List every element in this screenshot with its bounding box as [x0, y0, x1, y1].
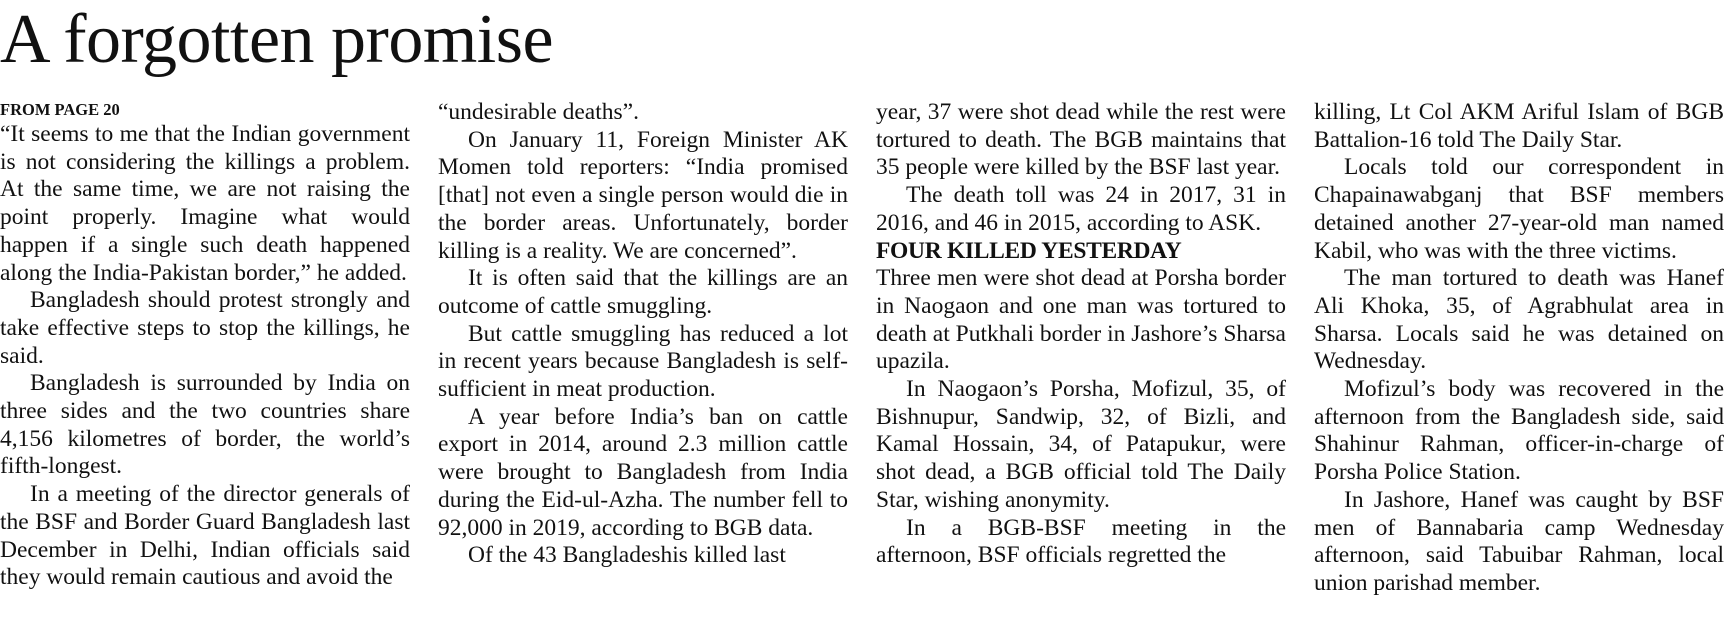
paragraph: Mofizul’s body was recovered in the afternoon from the Bangladesh side, said Shahinur Rahman, officer-in-charge of Porsha Police Station. [1314, 376, 1724, 486]
paragraph: The death toll was 24 in 2017, 31 in 2016, and 46 in 2015, according to ASK. [876, 182, 1286, 236]
paragraph: In a meeting of the director generals of the BSF and Border Guard Bangladesh last December in Delhi, Indian officials said they would remain cautious and avoid the [0, 481, 410, 591]
paragraph: A year before India’s ban on cattle export in 2014, around 2.3 million cattle were brought to Bangladesh from India during the Eid-ul-Azha. The number fell to 92,000 in 2019, according to BGB data. [438, 403, 848, 541]
paragraph: Of the 43 Bangladeshis killed last [468, 542, 786, 569]
paragraph: In Naogaon’s Porsha, Mofizul, 35, of Bishnupur, Sandwip, 32, of Bizli, and Kamal Hossain, 34, of Patapukur, were shot dead, a BGB official told The Daily Star, wishing anonymity. [876, 376, 1286, 513]
paragraph: Locals told our correspondent in Chapainawabganj that BSF members detained another 27-year-old man named Kabil, who was with the three victims. [1314, 154, 1724, 264]
paragraph: On January 11, Foreign Minister AK Momen told reporters: “India promised [that] not even a single person would die in the border areas. Unfortunately, border killing is a reality. We are concerned”. [438, 126, 848, 264]
paragraph: But cattle smuggling has reduced a lot in recent years because Bangladesh is self-sufficient in meat production. [438, 320, 848, 403]
paragraph: Bangladesh is surrounded by India on three sides and the two countries share 4,156 kilometres of border, the world’s fifth-longest. [0, 370, 410, 480]
article-column-3 [876, 99, 1286, 570]
paragraph: year, 37 were shot dead while the rest were tortured to death. The BGB maintains that 35 people were killed by the BSF last year. [876, 99, 1286, 181]
article-column-4 [1314, 99, 1724, 598]
paragraph: “undesirable deaths”. [438, 99, 639, 125]
article-column-2 [438, 99, 848, 570]
paragraph: The man tortured to death was Hanef Ali Khoka, 35, of Agrabhulat area in Sharsa. Locals said he was detained on Wednesday. [1314, 265, 1724, 375]
continuation-kicker: FROM PAGE 20 [0, 100, 120, 119]
headline: A forgotten promise [0, 1, 554, 78]
paragraph: In Jashore, Hanef was caught by BSF men of Bannabaria camp Wednesday afternoon, said Tabuibar Rahman, local union parishad member. [1314, 486, 1724, 596]
paragraph: Bangladesh should protest strongly and take effective steps to stop the killings, he said. [0, 287, 410, 369]
section-subhead: FOUR KILLED YESTERDAY [876, 237, 1182, 264]
article-column-1 [0, 99, 410, 592]
paragraph: killing, Lt Col AKM Ariful Islam of BGB Battalion-16 told The Daily Star. [1314, 99, 1724, 153]
paragraph: “It seems to me that the Indian government is not considering the killings a problem. At the same time, we are not raising the point properly. Imagine what would happen if a single such death happened along the India-Pakistan border,” he added. [0, 121, 410, 286]
paragraph: It is often said that the killings are an outcome of cattle smuggling. [438, 265, 848, 319]
paragraph: Three men were shot dead at Porsha border in Naogaon and one man was tortured to death at Putkhali border in Jashore’s Sharsa upazila. [876, 265, 1286, 375]
paragraph: In a BGB-BSF meeting in the afternoon, BSF officials regretted the [876, 514, 1286, 569]
